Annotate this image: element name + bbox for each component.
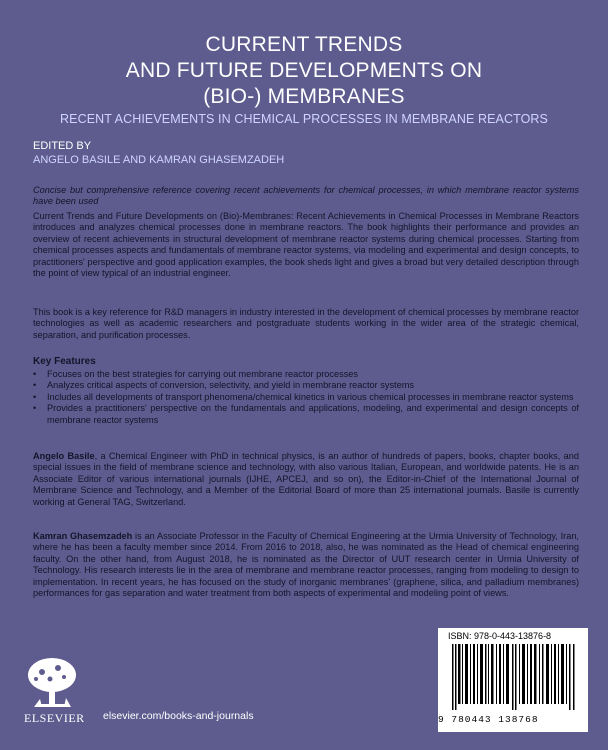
author-bio-ghasemzadeh (33, 531, 579, 599)
key-feature-item (33, 403, 579, 426)
publisher-name: ELSEVIER (24, 711, 85, 725)
elsevier-tree-logo (24, 655, 80, 715)
barcode-digits: 9 780443 138768 (438, 714, 539, 725)
bullet-icon: • (33, 380, 37, 391)
key-features-heading: Key Features (33, 356, 96, 367)
isbn-barcode-panel (438, 628, 588, 732)
description-paragraph-1: Current Trends and Future Developments on (Bio)-Membranes: Recent Achievements in Chemical Processes in Membrane Reactors introduces and analyzes chemical processes done in membrane reactors. The book highlights their performance and provides an overview of recent achievements in structural development of membrane reactor systems during chemical processes. Starting from chemical processes aspects and fundamentals of membrane reactor systems, via modeling and experimental and design concepts, to practitioners' perspective and good application examples, the book sheds light and gives a broad but very detailed description through the point of view typical of an industrial engineer. (33, 211, 579, 279)
key-feature-text: Provides a practitioners' perspective on the fundamentals and applications, modeling, and experimental and design concepts of membrane reactor systems (47, 403, 579, 425)
author-bio-basile (33, 451, 579, 508)
tagline: Concise but comprehensive reference covering recent achievements for chemical processes, in which membrane reactor systems have been used (33, 185, 579, 207)
barcode-icon (452, 644, 576, 710)
isbn-label: ISBN: 978-0-443-13876-8 (448, 631, 552, 641)
edited-by-label: EDITED BY (33, 140, 92, 152)
book-title (0, 32, 608, 110)
key-feature-item (33, 380, 579, 391)
title-line-2: AND FUTURE DEVELOPMENTS ON (125, 59, 483, 82)
key-features-list (33, 369, 579, 426)
key-feature-item (33, 392, 579, 403)
title-line-1: CURRENT TRENDS (205, 33, 403, 56)
bullet-icon: • (33, 369, 37, 379)
key-feature-text: Focuses on the best strategies for carrying out membrane reactor processes (47, 369, 358, 379)
author-name: Kamran Ghasemzadeh (33, 531, 133, 541)
author-bio-text: , a Chemical Engineer with PhD in technical physics, is an author of hundreds of papers, books, chapter books, and special issues in the field of membrane science and technology, with also various Italian, European, and worldwide patents. He is an Associate Editor of various international journals (IJHE, APCEJ, and so on), the Editor-in-Chief of the International Journal of Membrane Science and Technology, and a Member of the Editorial Board of more than 25 international journals. Basile is currently working at General TAG, Switzerland. (33, 451, 579, 507)
bullet-icon: • (33, 403, 37, 414)
key-feature-text: Analyzes critical aspects of conversion, selectivity, and yield in membrane reactor systems (47, 380, 414, 391)
description-paragraph-2: This book is a key reference for R&D managers in industry interested in the development of chemical processes by membrane reactor technologies as well as academic researchers and postgraduate students working in the wider area of the strategic chemical, separation, and purification processes. (33, 307, 579, 340)
publisher-url[interactable]: elsevier.com/books-and-journals (103, 710, 254, 722)
key-feature-text: Includes all developments of transport phenomena/chemical kinetics in various chemical processes in membrane reactor systems (47, 391, 574, 402)
bullet-icon: • (33, 391, 37, 402)
editors: ANGELO BASILE AND KAMRAN GHASEMZADEH (33, 154, 285, 166)
author-bio-text: is an Associate Professor in the Faculty of Chemical Engineering at the Urmia University of Technology, Iran, where he has been a faculty member since 2014. From 2016 to 2018, also, he was nominated as the Head of chemical engineering faculty. On the other hand, from August 2018, he is nominated as the Director of UUT research center in Urmia University of Technology. His research interests lie in the area of membrane and membrane reactor processes, ranging from modeling to design to implementation. In recent years, he has focused on the study of inorganic membranes' (graphene, silica, and palladium membranes) performances for gas separation and water treatment from both aspects of experimental and modeling point of views. (33, 531, 579, 599)
key-feature-item (33, 369, 579, 380)
book-subtitle: RECENT ACHIEVEMENTS IN CHEMICAL PROCESSES IN MEMBRANE REACTORS (60, 112, 548, 126)
title-line-3: (BIO-) MEMBRANES (203, 85, 405, 108)
author-name: Angelo Basile (33, 451, 95, 461)
